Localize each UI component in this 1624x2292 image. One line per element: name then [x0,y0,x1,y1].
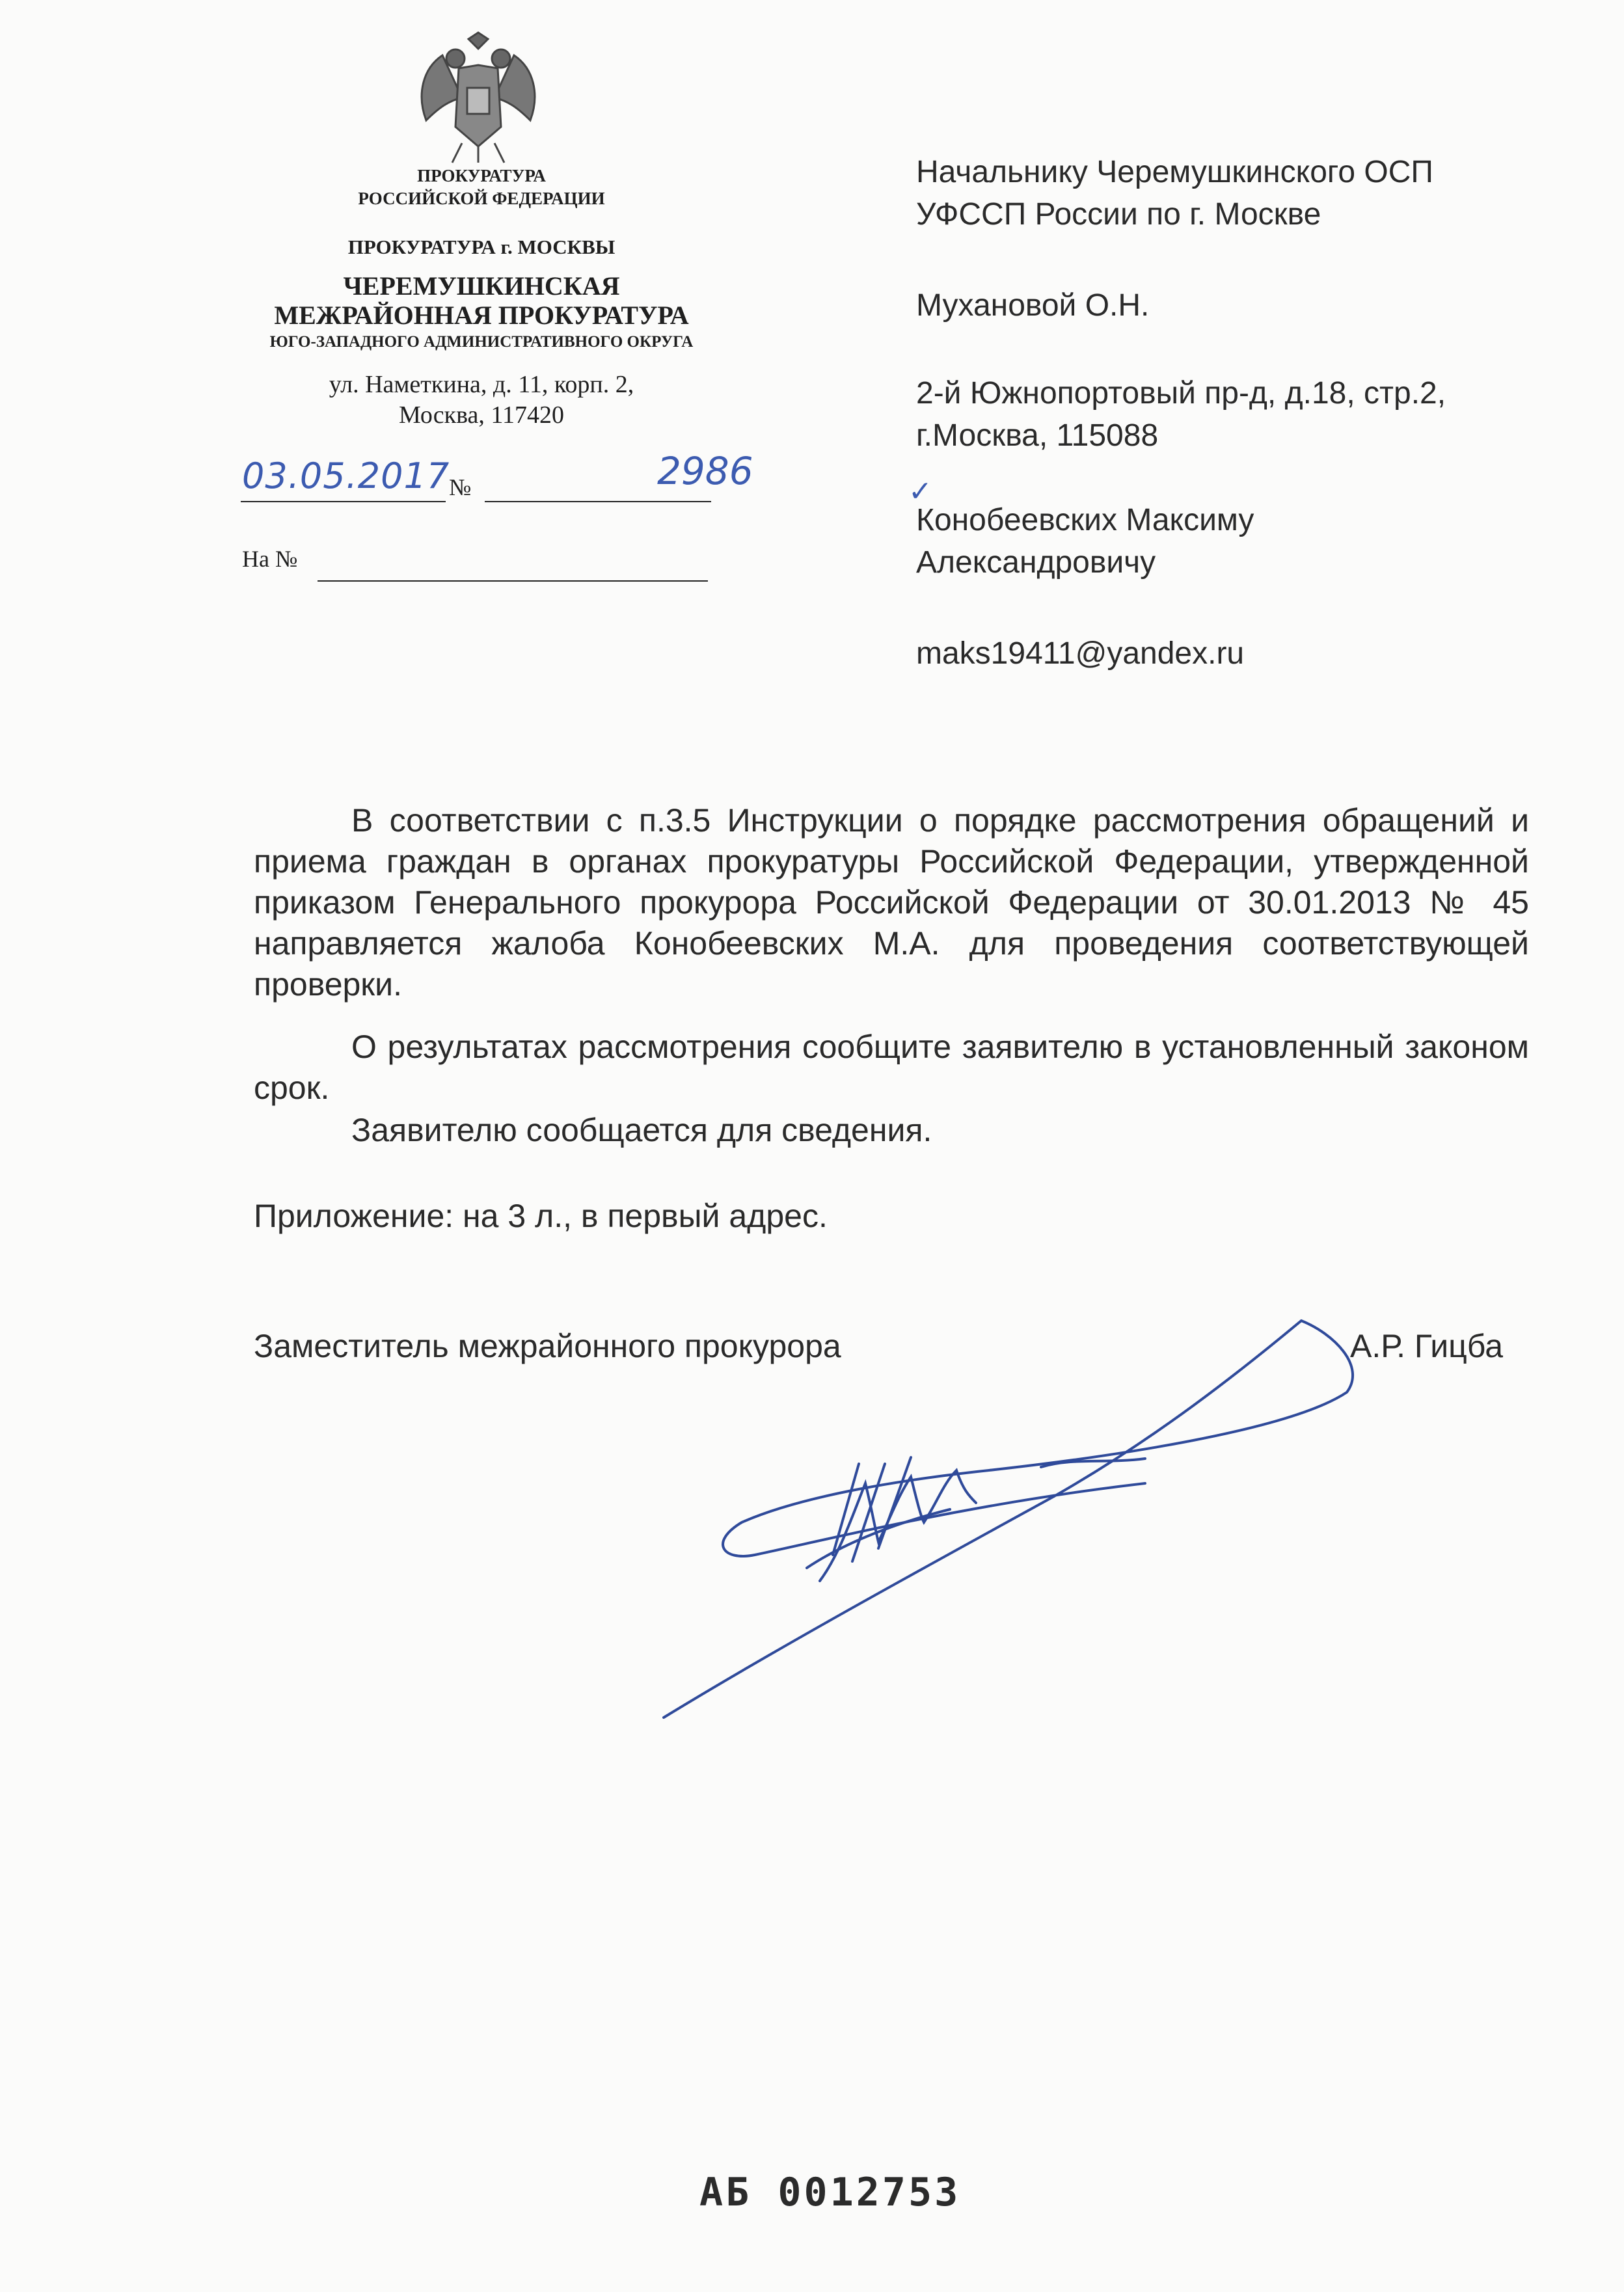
outgoing-number: 2986 [657,449,753,493]
reply-to-underline [318,580,708,582]
signatory-name: А.Р. Гицба [1350,1328,1504,1364]
addressee-line-7: Александровичу [916,545,1156,580]
signature-icon [651,1308,1392,1737]
addressee-line-2: УФССП России по г. Москве [916,197,1321,232]
number-underline [485,501,711,502]
org-line-5: МЕЖРАЙОННАЯ ПРОКУРАТУРА [274,301,689,330]
number-sign: № [449,474,472,500]
addressee-line-3: Мухановой О.Н. [916,288,1150,323]
addressee-line-6: Конобеевских Максиму [916,503,1254,537]
emblem-icon [403,29,553,166]
form-serial-number: АБ 0012753 [699,2170,961,2215]
org-line-2: РОССИЙСКОЙ ФЕДЕРАЦИИ [358,189,605,208]
reply-to-label: На № [242,546,298,572]
org-address-1: ул. Наметкина, д. 11, корп. 2, [329,371,634,398]
date-underline [241,501,446,502]
attachment-note: Приложение: на 3 л., в первый адрес. [254,1198,828,1234]
addressee-email: maks19411@yandex.ru [916,636,1245,671]
org-line-1: ПРОКУРАТУРА [417,166,546,185]
org-line-4: ЧЕРЕМУШКИНСКАЯ [343,271,620,301]
org-line-6: ЮГО-ЗАПАДНОГО АДМИНИСТРАТИВНОГО ОКРУГА [269,333,694,351]
addressee-line-5: г.Москва, 115088 [916,418,1159,453]
signatory-title: Заместитель межрайонного прокурора [254,1328,841,1364]
outgoing-date: 03.05.2017 [242,455,450,496]
org-line-3: ПРОКУРАТУРА г. МОСКВЫ [347,236,616,258]
body-paragraph-2: О результатах рассмотрения сообщите заявителю в установленный законом срок. [254,1029,1529,1106]
check-mark-icon: ✓ [908,475,932,508]
addressee-line-4: 2-й Южнопортовый пр-д, д.18, стр.2, [916,376,1446,411]
addressee-line-1: Начальнику Черемушкинского ОСП [916,155,1433,189]
body-paragraph-1: В соответствии с п.3.5 Инструкции о порядке рассмотрения обращений и приема граждан в органах прокуратуры Российской Федерации, утвержденной приказом Генерального прокурора Российской Федерации от 30.01.2013 № 45 направляется жалоба Конобеевских М.А. для проведения соответствующей проверки. [254,802,1529,1003]
body-paragraph-3: Заявителю сообщается для сведения. [351,1112,932,1148]
org-address-2: Москва, 117420 [398,401,564,429]
